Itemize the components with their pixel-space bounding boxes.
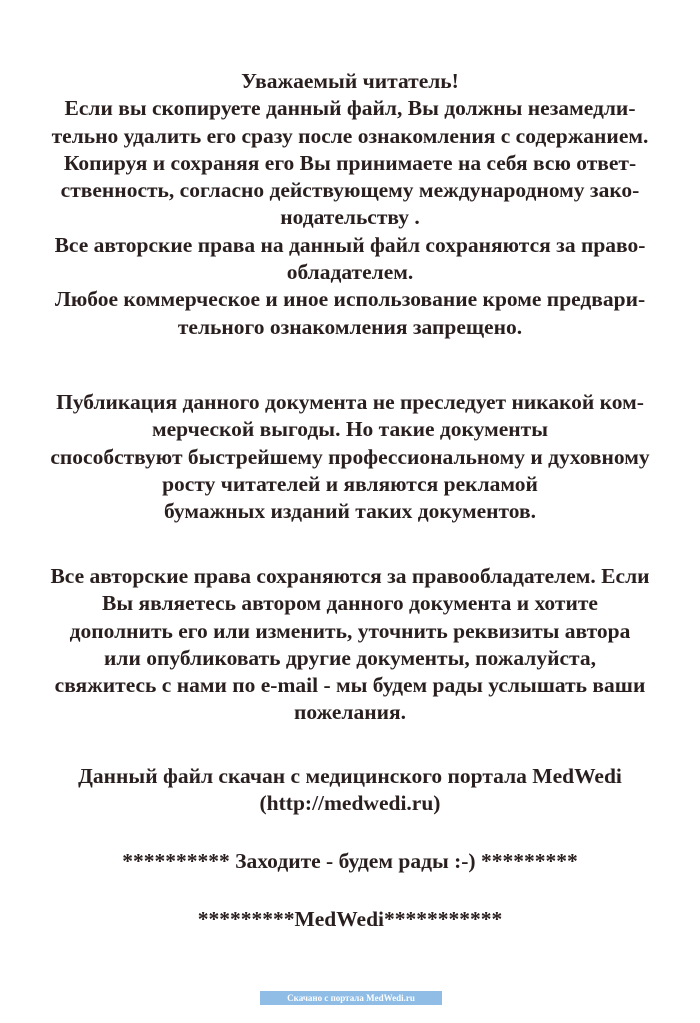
welcome-text: ********** Заходите - будем рады :-) *********: [122, 849, 578, 873]
brand-text: *********MedWedi***********: [197, 907, 503, 931]
notice-line: тельного ознакомления запрещено.: [177, 314, 523, 339]
publication-line: способствуют быстрейшему профессиональному и духовному: [50, 444, 650, 469]
notice-line: Любое коммерческое и иное использование кроме предвари-: [54, 287, 646, 312]
welcome-line: [0, 848, 700, 875]
notice-line: Все авторские права на данный файл сохраняются за право-: [54, 232, 646, 257]
rights-line: Все авторские права сохраняются за правообладателем. Если: [50, 564, 650, 588]
notice-line: обладателем.: [286, 260, 414, 285]
publication-line: росту читателей и являются рекламой: [162, 471, 538, 496]
notice-line: нодательству .: [280, 205, 420, 230]
rights-paragraph: [0, 563, 700, 727]
notice-line: Копируя и сохраняя его Вы принимаете на себя всю ответ-: [63, 150, 637, 175]
publication-line: мерческой выгоды. Но такие документы: [151, 417, 549, 442]
rights-line: Вы являетесь автором данного документа и хотите: [102, 591, 598, 616]
source-line: Данный файл скачан с медицинского портала MedWedi: [78, 764, 622, 788]
source-url: (http://medwedi.ru): [259, 791, 441, 816]
brand-line: [0, 906, 700, 933]
source-paragraph: [0, 763, 700, 818]
rights-line: дополнить его или изменить, уточнить реквизиты автора: [69, 618, 631, 643]
rights-line: свяжитесь с нами по e-mail - мы будем рады услышать ваши: [54, 673, 646, 698]
publication-paragraph: [0, 389, 700, 525]
rights-line: пожелания.: [293, 700, 407, 725]
reader-notice: [0, 68, 700, 341]
notice-line: ственность, согласно действующему международному зако-: [60, 178, 640, 203]
notice-line: тельно удалить его сразу после ознакомления с содержанием.: [51, 123, 649, 148]
notice-line: Уважаемый читатель!: [241, 69, 459, 93]
rights-line: или опубликовать другие документы, пожалуйста,: [104, 645, 596, 670]
publication-line: бумажных изданий таких документов.: [163, 499, 537, 524]
publication-line: Публикация данного документа не преследует никакой ком-: [56, 390, 644, 414]
notice-line: Если вы скопируете данный файл, Вы должны незамедли-: [64, 96, 636, 121]
footer-watermark-bar: Скачано с портала MedWedi.ru: [260, 991, 442, 1005]
